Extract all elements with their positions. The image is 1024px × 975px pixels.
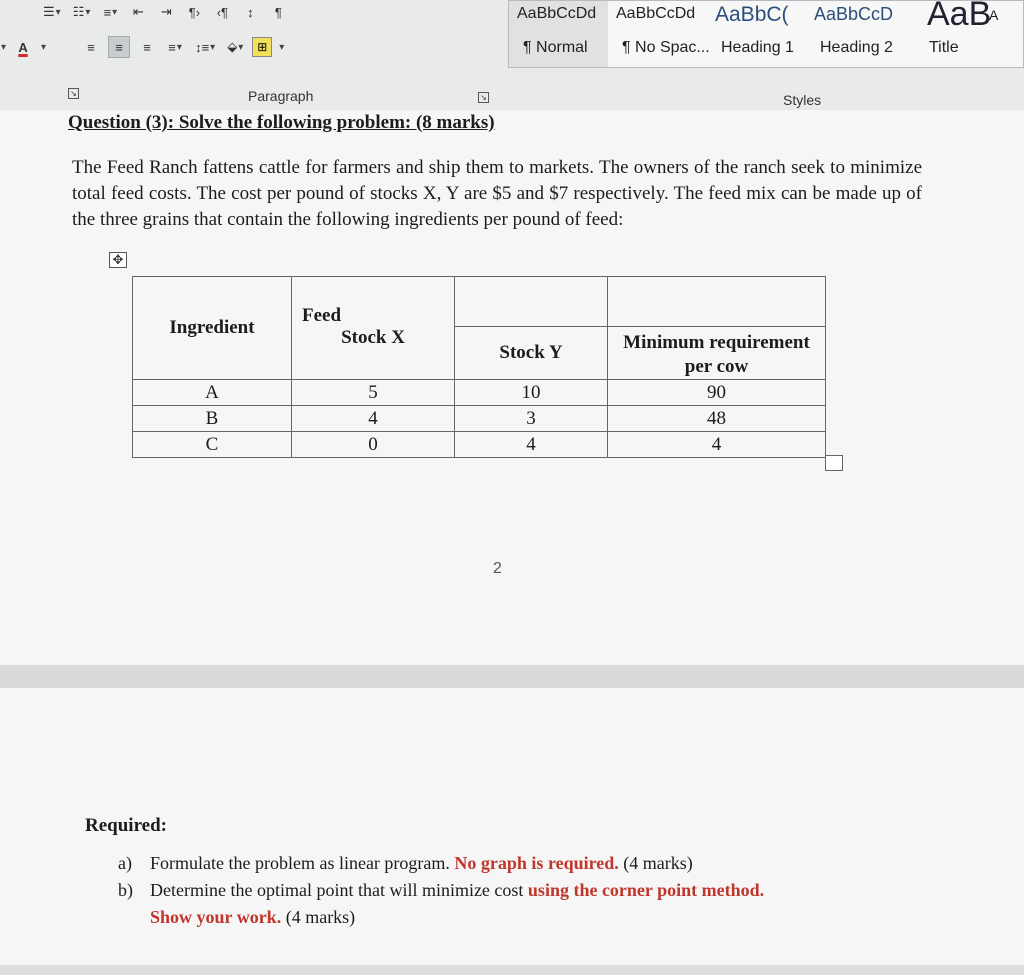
problem-statement: The Feed Ranch fattens cattle for farmers and ship them to markets. The owners of the ranch seek to minimize total feed costs. The cost per pound of stocks X, Y are $5 and $7 respectively. The feed mix can be made up of the three grains that contain the following ingredients per pound of feed: [72,157,922,230]
requirement-marks: (4 marks) [285,907,356,927]
style-more[interactable] [989,1,1019,67]
list-marker: b) [118,880,133,900]
table-row [133,432,826,458]
table-header-feed: Feed [292,277,455,327]
table-cell: 5 [292,380,455,406]
question-title: Question (3): Solve the following problem: (8 marks) [68,112,495,133]
line-spacing-icon[interactable]: ↕≡ ▾ [195,39,216,55]
styles-group-label: Styles [783,92,822,108]
style-name: Title [929,39,959,56]
table-cell: 0 [292,432,455,458]
styles-gallery [508,0,1024,68]
style-name: ¶ No Spac... [622,39,710,56]
table-cell: 10 [455,380,608,406]
table-header-ingredient: Ingredient [133,277,292,380]
align-left-icon[interactable]: ≡ [87,39,95,55]
style-preview: AaB [927,0,992,33]
ltr-icon[interactable]: ¶› [188,4,201,20]
style-title[interactable] [905,0,992,67]
paragraph-group-label: Paragraph [248,88,314,104]
table-header-stock-y: Stock Y [455,327,608,380]
ribbon [0,0,1024,111]
align-center-icon[interactable]: ≡ [108,36,130,58]
table-cell: 4 [608,432,826,458]
list-item [118,850,918,877]
table-row [133,277,826,327]
shading-icon[interactable]: ⬙ ▾ [227,39,244,54]
chevron-down-icon[interactable]: ▾ [41,41,47,53]
table-cell-empty [608,277,826,327]
requirement-marks: (4 marks) [623,853,693,873]
requirement-text: Formulate the problem as linear program. [150,853,450,873]
chevron-down-icon[interactable]: ▾ [279,41,285,53]
table-header-minimum: Minimum requirement per cow [608,327,826,380]
numbering-icon[interactable]: ☷ ▾ [72,4,91,19]
style-name: Heading 1 [721,39,794,56]
list-marker: a) [118,853,132,873]
show-formatting-icon[interactable]: ¶ [274,4,282,20]
decrease-indent-icon[interactable]: ⇤ [132,4,144,19]
style-preview: AaBbC( [715,3,789,26]
page-gap [0,665,1024,688]
justify-icon[interactable]: ≡ ▾ [168,39,182,55]
table-cell: A [133,380,292,406]
style-name: Heading 2 [820,39,893,56]
align-right-icon[interactable]: ≡ [143,39,151,55]
style-heading-2[interactable] [806,1,905,67]
style-preview: AaBbCcDd [517,5,597,22]
paragraph-dialog-launcher-icon[interactable]: ↘ [478,92,489,103]
table-cell-empty [455,277,608,327]
chevron-down-icon[interactable]: ▾ [1,41,7,53]
table-cell: B [133,406,292,432]
table-cell: C [133,432,292,458]
rtl-icon[interactable]: ‹¶ [216,4,229,20]
style-no-spacing[interactable] [608,1,710,67]
requirement-text: Determine the optimal point that will minimize cost [150,880,524,900]
bullets-icon[interactable]: ☰ ▾ [43,4,61,19]
table-row [133,406,826,432]
page-number: 2 [493,560,502,577]
requirement-emphasis-line2: Show your work. [150,907,282,927]
sort-icon[interactable]: ↕ [247,4,254,20]
table-cell: 4 [455,432,608,458]
paragraph-toolbar-row1 [40,0,289,24]
table-cell: 4 [292,406,455,432]
style-preview: AaBbCcDd [616,5,696,22]
requirements-list [118,850,918,931]
style-normal[interactable] [509,1,608,67]
borders-icon[interactable]: ⊞ [252,37,272,57]
style-preview: A [989,7,999,23]
table-row [133,380,826,406]
list-item [118,877,918,931]
table-resize-handle-icon[interactable] [825,455,843,471]
table-move-handle-icon[interactable]: ✥ [109,252,127,268]
font-dialog-launcher-icon[interactable]: ↘ [68,88,79,99]
table-cell: 48 [608,406,826,432]
style-name: ¶ Normal [523,39,588,56]
requirement-emphasis: using the corner point method. [527,880,765,900]
paragraph-toolbar-row2 [0,32,284,62]
table-header-stock-x: Stock X [292,327,455,380]
font-color-button[interactable]: A [18,39,28,55]
feed-table [132,276,826,458]
requirement-emphasis: No graph is required. [454,853,619,873]
table-cell: 3 [455,406,608,432]
multilevel-list-icon[interactable]: ≡ ▾ [103,4,118,20]
increase-indent-icon[interactable]: ⇥ [160,4,172,19]
style-preview: AaBbCcD [814,4,894,24]
style-heading-1[interactable] [707,1,806,67]
table-cell: 90 [608,380,826,406]
required-heading: Required: [85,815,167,836]
